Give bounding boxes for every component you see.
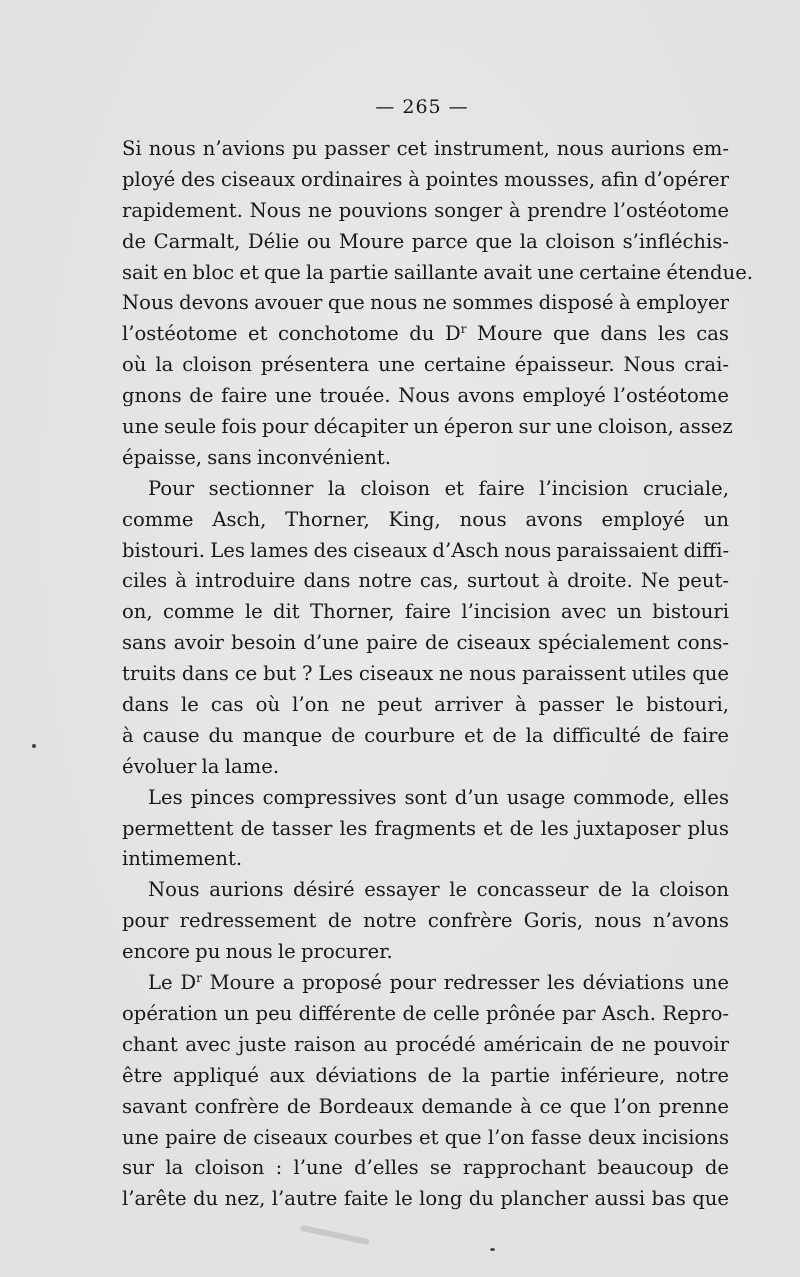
text-line: pour redressement de notre confrère Goris, nous n’avons [122,909,729,933]
print-speck [32,744,36,748]
text-fragment: Moure que dans les cas [466,322,729,346]
text-line: être appliqué aux déviations de la partie inférieure, notre [122,1063,729,1087]
text-line: chant avec juste raison au procédé américain de ne pouvoir [122,1032,729,1056]
text-line: gnons de faire une trouée. Nous avons employé l’ostéotome [122,384,729,408]
text-fragment: l’ostéotome et conchotome du D [122,322,461,346]
paragraph-1 [122,134,754,474]
text-line: Nous devons avouer que nous ne sommes disposé à employer [122,291,729,315]
text-line: sur la cloison : l’une d’elles se rapprochant beaucoup de [122,1156,729,1180]
text-fragment: Moure a proposé pour redresser les déviations une [201,971,730,995]
text-line: sans avoir besoin d’une paire de ciseaux spécialement cons- [122,631,729,655]
body-text [122,134,754,1215]
paper-smudge [300,1225,370,1245]
text-line: Les pinces compressives sont d’un usage commode, elles [148,785,729,809]
paragraph-2 [122,474,729,783]
paragraph-3 [122,783,729,876]
text-line: Nous aurions désiré essayer le concasseur de la cloison [148,878,729,902]
print-speck [490,1248,495,1251]
paragraph-5 [122,968,729,1215]
text-line: une seule fois pour décapiter un éperon sur une cloison, assez [122,415,733,439]
text-line [122,968,729,999]
text-line: à cause du manque de courbure et de la difficulté de faire [122,723,729,747]
text-line [122,319,729,350]
text-line: épaisse, sans inconvénient. [122,445,392,469]
text-line: ployé des ciseaux ordinaires à pointes mousses, afin d’opérer [122,167,729,191]
text-fragment: Le D [148,971,197,995]
text-line: bistouri. Les lames des ciseaux d’Asch nous paraissaient diffi- [122,538,730,562]
text-line: encore pu nous le procurer. [122,940,393,964]
text-line: Si nous n’avions pu passer cet instrument, nous aurions em- [122,137,729,160]
superscript: r [460,322,467,337]
text-line: sait en bloc et que la partie saillante avait une certaine étendue. [122,260,754,284]
text-line: dans le cas où l’on ne peut arriver à passer le bistouri, [122,693,729,717]
text-line: permettent de tasser les fragments et de les juxtaposer plus [122,816,729,840]
text-line: truits dans ce but ? Les ciseaux ne nous paraissent utiles que [122,662,729,686]
text-line: de Carmalt, Délie ou Moure parce que la cloison s’infléchis- [122,229,729,253]
paragraph-4 [122,875,729,968]
superscript: r [196,971,202,986]
page-number: — 265 — [375,96,469,118]
text-line: évoluer la lame. [122,754,280,778]
text-line: où la cloison présentera une certaine épaisseur. Nous crai- [122,353,729,377]
text-line: ciles à introduire dans notre cas, surtout à droite. Ne peut- [122,569,729,593]
text-line: rapidement. Nous ne pouvions songer à prendre l’ostéotome [122,198,729,222]
text-line: une paire de ciseaux courbes et que l’on fasse deux incisions [122,1125,729,1149]
text-line: l’arête du nez, l’autre faite le long du plancher aussi bas que [122,1187,729,1211]
text-line: on, comme le dit Thorner, faire l’incision avec un bistouri [122,600,729,624]
text-line: opération un peu différente de celle prônée par Asch. Repro- [122,1001,729,1025]
text-line: comme Asch, Thorner, King, nous avons employé un [122,507,729,531]
text-line: Pour sectionner la cloison et faire l’incision cruciale, [148,476,729,500]
text-line: savant confrère de Bordeaux demande à ce que l’on prenne [122,1094,729,1118]
text-line: intimement. [122,847,243,871]
